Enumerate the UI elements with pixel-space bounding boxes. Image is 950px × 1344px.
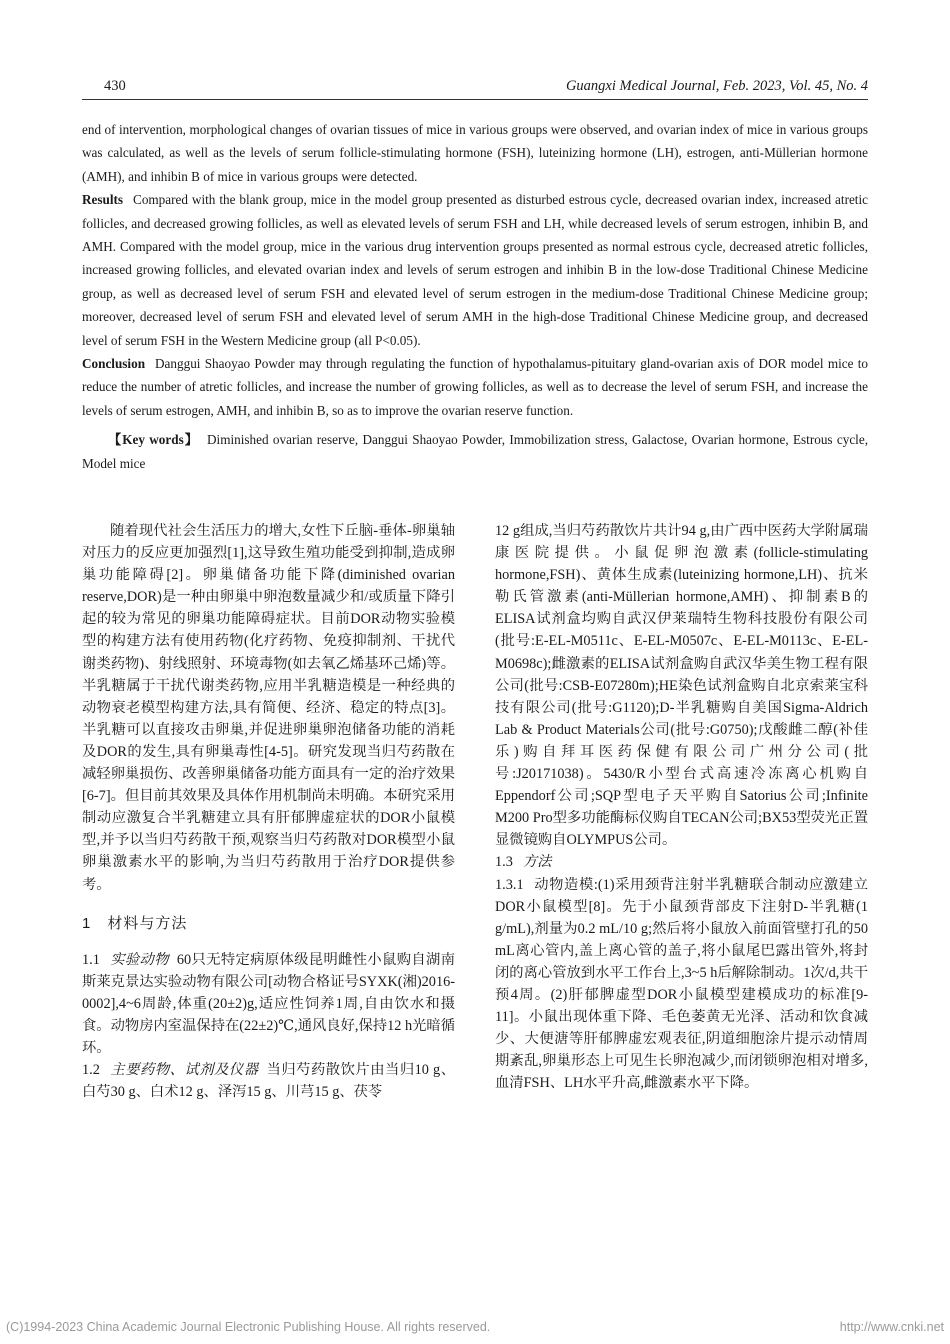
section-1-2-text-right: 12 g组成,当归芍药散饮片共计94 g,由广西中医药大学附属瑞康医院提供。小鼠促卵泡激素(follicle-stimulating hormone,FSH)、黄体生成素(luteinizing hormone,LH)、抗米勒氏管激素(anti-Müllerian hormone,AMH)、抑制素B的ELISA试剂盒均购自武汉伊莱瑞特生物科技股份有限公司(批号:E-EL-M0511c、E-EL-M0507c、E-EL-M0113c、E-EL-M0698c);雌激素的ELISA试剂盒购自武汉华美生物工程有限公司(批号:CSB-E07280m);HE染色试剂盒购自北京索莱宝科技有限公司(批号:G1120);D-半乳糖购自美国Sigma-Aldrich Lab & Product Materials公司(批号:G0750);戊酸雌二醇(补佳乐)购自拜耳医药保健有限公司广州分公司(批号:J20171038)。5430/R小型台式高速冷冻离心机购自Eppendorf公司;SQP型电子天平购自Satorius公司;Infinite M200 Pro型多功能酶标仪购自TECAN公司;BX53型荧光正置显微镜购自OLYMPUS公司。 [495, 523, 868, 849]
abstract-results [82, 188, 868, 352]
keywords [82, 428, 868, 475]
section-1-2-title: 主要药物、试剂及仪器 [109, 1062, 259, 1079]
keywords-label: 【Key words】 [108, 432, 200, 448]
page-footer [6, 1320, 944, 1334]
section-1-2-text-left: 当归芍药散饮片由当归10 g、白芍30 g、白术12 g、泽泻15 g、川芎15 g、茯苓 [82, 1062, 455, 1101]
section-1-1-text: 60只无特定病原体级昆明雌性小鼠购自湖南斯莱克景达实验动物有限公司[动物合格证号SYXK(湘)2016-0002],4~6周龄,体重(20±2)g,适应性饲养1周,自由饮水和摄食。动物房内室温保持在(22±2)℃,通风良好,保持12 h光暗循环。 [82, 951, 456, 1057]
left-column [82, 520, 455, 1103]
abstract-conclusion [82, 352, 868, 422]
section-1-3-number: 1.3 [495, 854, 513, 871]
right-column [495, 520, 868, 1094]
section-1-3-1-text: 动物造模:(1)采用颈背注射半乳糖联合制动应激建立DOR小鼠模型[8]。先于小鼠颈背部皮下注射D-半乳糖(1 g/mL),剂量为0.2 mL/10 g;然后将小鼠放入前面管壁打孔的50 mL离心管内,盖上离心管的盖子,将小鼠尾巴露出管外,将封闭的离心管放到水平工作台上,3~5 h后解除制动。1次/d,共干预4周。(2)肝郁脾虚型DOR小鼠模型建模成功的标准[9-11]。小鼠出现体重下降、毛色萎黄无光泽、活动和饮食减少、大便溏等肝郁脾虚宏观表征,阴道细胞涂片提示动情周期紊乱,卵巢形态上可见生长卵泡减少,而闭锁卵泡相对增多,血清FSH、LH水平升高,雌激素水平下降。 [495, 876, 868, 1092]
conclusion-text: Danggui Shaoyao Powder may through regulating the function of hypothalamus-pituitary gland-ovarian axis of DOR model mice to reduce the number of atretic follicles, and increase the number of growing follicles, as well as to decrease the level of serum FSH, and increase the levels of serum estrogen, AMH, and inhibin B, so as to improve the ovarian reserve function. [82, 356, 868, 418]
page-number: 430 [104, 78, 126, 94]
results-label: Results [82, 192, 124, 208]
section-1-2 [82, 1059, 455, 1103]
section-1-1 [82, 949, 455, 1059]
section-1-2-number: 1.2 [82, 1062, 100, 1079]
section-1-3-1 [495, 874, 868, 1095]
section-1-1-title: 实验动物 [109, 951, 169, 968]
conclusion-label: Conclusion [82, 356, 146, 372]
section-1-number: 1 [82, 914, 92, 932]
intro-paragraph: 随着现代社会生活压力的增大,女性下丘脑-垂体-卵巢轴对压力的反应更加强烈[1],这导致生殖功能受到抑制,造成卵巢功能障碍[2]。卵巢储备功能下降(diminished ovarian reserve,DOR)是一种由卵巢中卵泡数量减少和/或质量下降引起的较为常见的卵巢功能障碍症状。目前DOR动物实验模型的构建方法有使用药物(化疗药物、免疫抑制剂、干扰代谢类药物)、射线照射、环境毒物(如去氧乙烯基环己烯)等。半乳糖属于干扰代谢类药物,应用半乳糖造模是一种经典的动物衰老模型构建方法,具有简便、经济、稳定的特点[3]。半乳糖可以直接攻击卵巢,并促进卵巢卵泡储备功能的消耗及DOR的发生,具有卵巢毒性[4-5]。研究发现当归芍药散在减轻卵巢损伤、改善卵巢储备功能方面具有一定的治疗效果[6-7]。但目前其效果及具体作用机制尚未明确。本研究采用制动应激复合半乳糖建立具有肝郁脾虚症状的DOR小鼠模型,并予以当归芍药散干预,观察当归芍药散对DOR模型小鼠卵巢激素水平的影响,为当归芍药散用于治疗DOR提供参考。 [82, 523, 455, 893]
abstract-methods-tail: end of intervention, morphological changes of ovarian tissues of mice in various groups were observed, and ovarian index of mice in various groups was calculated, as well as the levels of serum follicle-stimulating hormone (FSH), luteinizing hormone (LH), estrogen, anti-Müllerian hormone (AMH), and inhibin B of mice in various groups were detected. [82, 122, 868, 184]
section-1-3-title: 方法 [522, 854, 552, 871]
journal-title: Guangxi Medical Journal, Feb. 2023, Vol. 45, No. 4 [565, 78, 868, 94]
keywords-text: Diminished ovarian reserve, Danggui Shaoyao Powder, Immobilization stress, Galactose, Ovarian hormone, Estrous cycle, Model mice [82, 432, 868, 471]
section-1-3-heading [495, 851, 868, 873]
section-1-heading [82, 913, 455, 935]
results-text: Compared with the blank group, mice in the model group presented as disturbed estrous cycle, decreased ovarian index, increased atretic follicles, and decreased growing follicles, as well as elevated levels of serum FSH and LH, while decreased levels of serum estrogen, inhibin B, and AMH. Compared with the model group, mice in the various drug intervention groups presented as normal estrous cycle, decreased atretic follicles, increased growing follicles, and elevated ovarian index and levels of serum estrogen and inhibin B in the low-dose Traditional Chinese Medicine group, as well as decreased level of serum FSH and elevated level of serum estrogen in the medium-dose Traditional Chinese Medicine group; moreover, decreased level of serum FSH and elevated level of serum AMH in the high-dose Traditional Chinese Medicine group, and decreased level of serum FSH in the Western Medicine group (all P<0.05). [82, 192, 868, 348]
page-header [82, 74, 868, 100]
copyright-notice: (C)1994-2023 China Academic Journal Electronic Publishing House. All rights reserved. [6, 1320, 491, 1334]
cnki-url: http://www.cnki.net [839, 1320, 944, 1334]
section-1-1-number: 1.1 [82, 951, 100, 968]
abstract [82, 118, 868, 475]
section-1-3-1-number: 1.3.1 [495, 876, 524, 893]
section-1-title: 材料与方法 [107, 914, 188, 932]
